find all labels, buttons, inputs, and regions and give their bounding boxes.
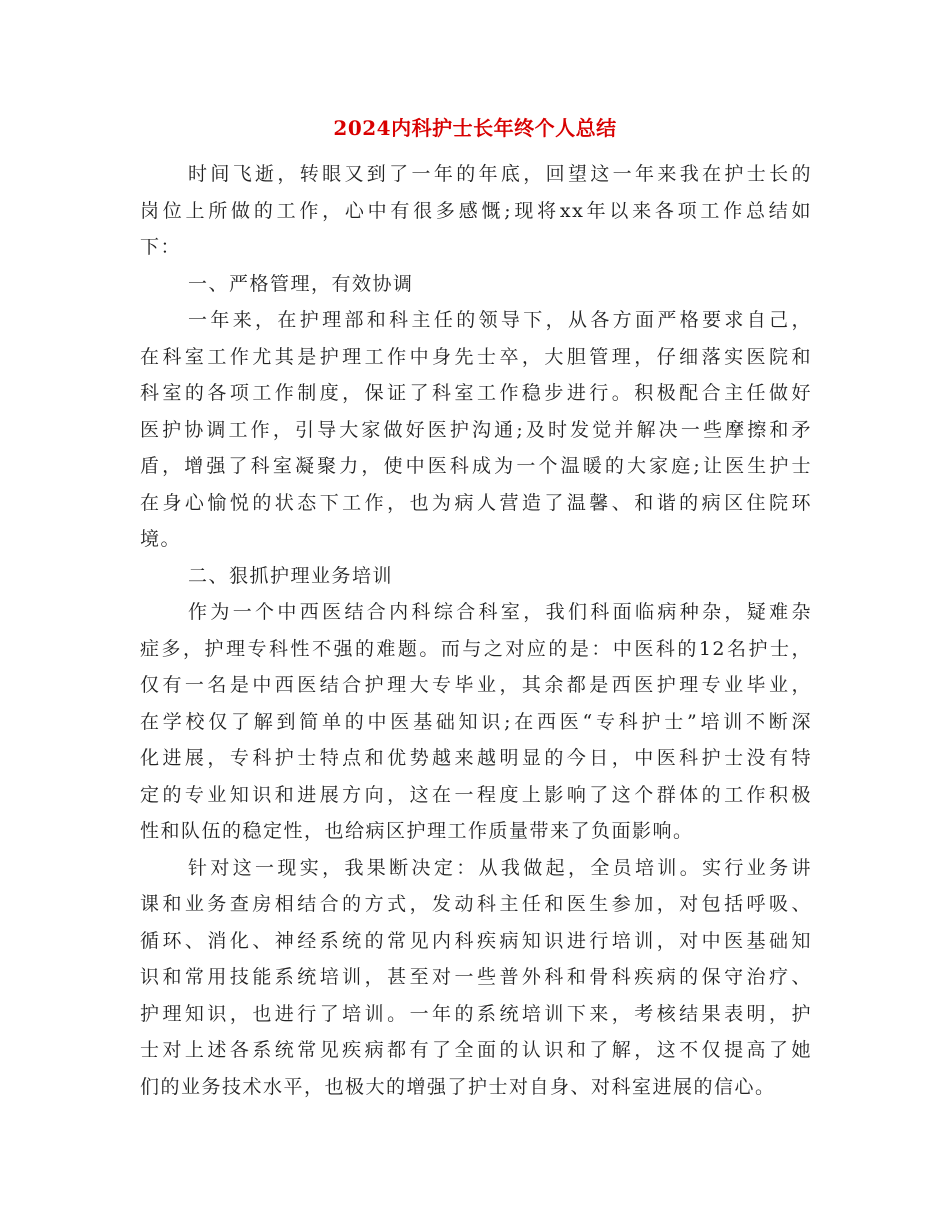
text-line: 护理知识，也进行了培训。一年的系统培训下来，考核结果表明，护 [140, 1002, 812, 1025]
text-line: 性和队伍的稳定性，也给病区护理工作质量带来了负面影响。 [140, 820, 694, 842]
text-line: 岗位上所做的工作，心中有很多感慨;现将xx年以来各项工作总结如 [140, 199, 812, 222]
text-line: 境。 [140, 528, 182, 550]
text-line: 下： [140, 236, 182, 258]
text-line: 二、狠抓护理业务培训 [188, 564, 394, 587]
paragraph-h1 [140, 266, 812, 303]
text-line: 在学校仅了解到简单的中医基础知识;在西医“专科护士”培训不断深 [140, 710, 812, 733]
text-line: 士对上述各系统常见疾病都有了全面的认识和了解，这不仅提高了她 [140, 1039, 812, 1061]
paragraph-p1 [140, 156, 812, 266]
text-line: 循环、消化、神经系统的常见内科疾病知识进行培训，对中医基础知 [140, 929, 812, 952]
paragraph-p4 [140, 850, 812, 1106]
text-line: 一年来，在护理部和科主任的领导下，从各方面严格要求自己， [188, 309, 812, 331]
text-line: 化进展，专科护士特点和优势越来越明显的今日，中医科护士没有特 [140, 747, 812, 769]
text-line: 仅有一名是中西医结合护理大专毕业，其余都是西医护理专业毕业， [140, 674, 812, 696]
document-title: 2024内科护士长年终个人总结 [333, 116, 617, 140]
text-line: 定的专业知识和进展方向，这在一程度上影响了这个群体的工作积极 [140, 783, 812, 806]
paragraph-p3 [140, 594, 812, 850]
paragraph-p2 [140, 302, 812, 558]
paragraph-h2 [140, 558, 812, 595]
text-line: 症多，护理专科性不强的难题。而与之对应的是：中医科的12名护士， [140, 637, 812, 660]
text-line: 在科室工作尤其是护理工作中身先士卒，大胆管理，仔细落实医院和 [140, 345, 812, 368]
text-line: 作为一个中西医结合内科综合科室，我们科面临病种杂，疑难杂 [188, 601, 812, 623]
text-line: 科室的各项工作制度，保证了科室工作稳步进行。积极配合主任做好 [140, 382, 812, 404]
text-line: 识和常用技能系统培训，甚至对一些普外科和骨科疾病的保守治疗、 [140, 966, 812, 988]
text-line: 针对这一现实，我果断决定：从我做起，全员培训。实行业务讲 [188, 856, 812, 879]
text-line: 医护协调工作，引导大家做好医护沟通;及时发觉并解决一些摩擦和矛 [140, 418, 812, 441]
text-line: 时间飞逝，转眼又到了一年的年底，回望这一年来我在护士长的 [188, 163, 812, 185]
text-line: 们的业务技术水平，也极大的增强了护士对自身、对科室进展的信心。 [140, 1075, 776, 1098]
text-line: 一、严格管理，有效协调 [188, 272, 414, 295]
document-body [140, 156, 812, 1105]
text-line: 在身心愉悦的状态下工作，也为病人营造了温馨、和谐的病区住院环 [140, 491, 812, 514]
text-line: 盾，增强了科室凝聚力，使中医科成为一个温暖的大家庭;让医生护士 [140, 455, 812, 477]
text-line: 课和业务查房相结合的方式，发动科主任和医生参加，对包括呼吸、 [140, 893, 812, 915]
